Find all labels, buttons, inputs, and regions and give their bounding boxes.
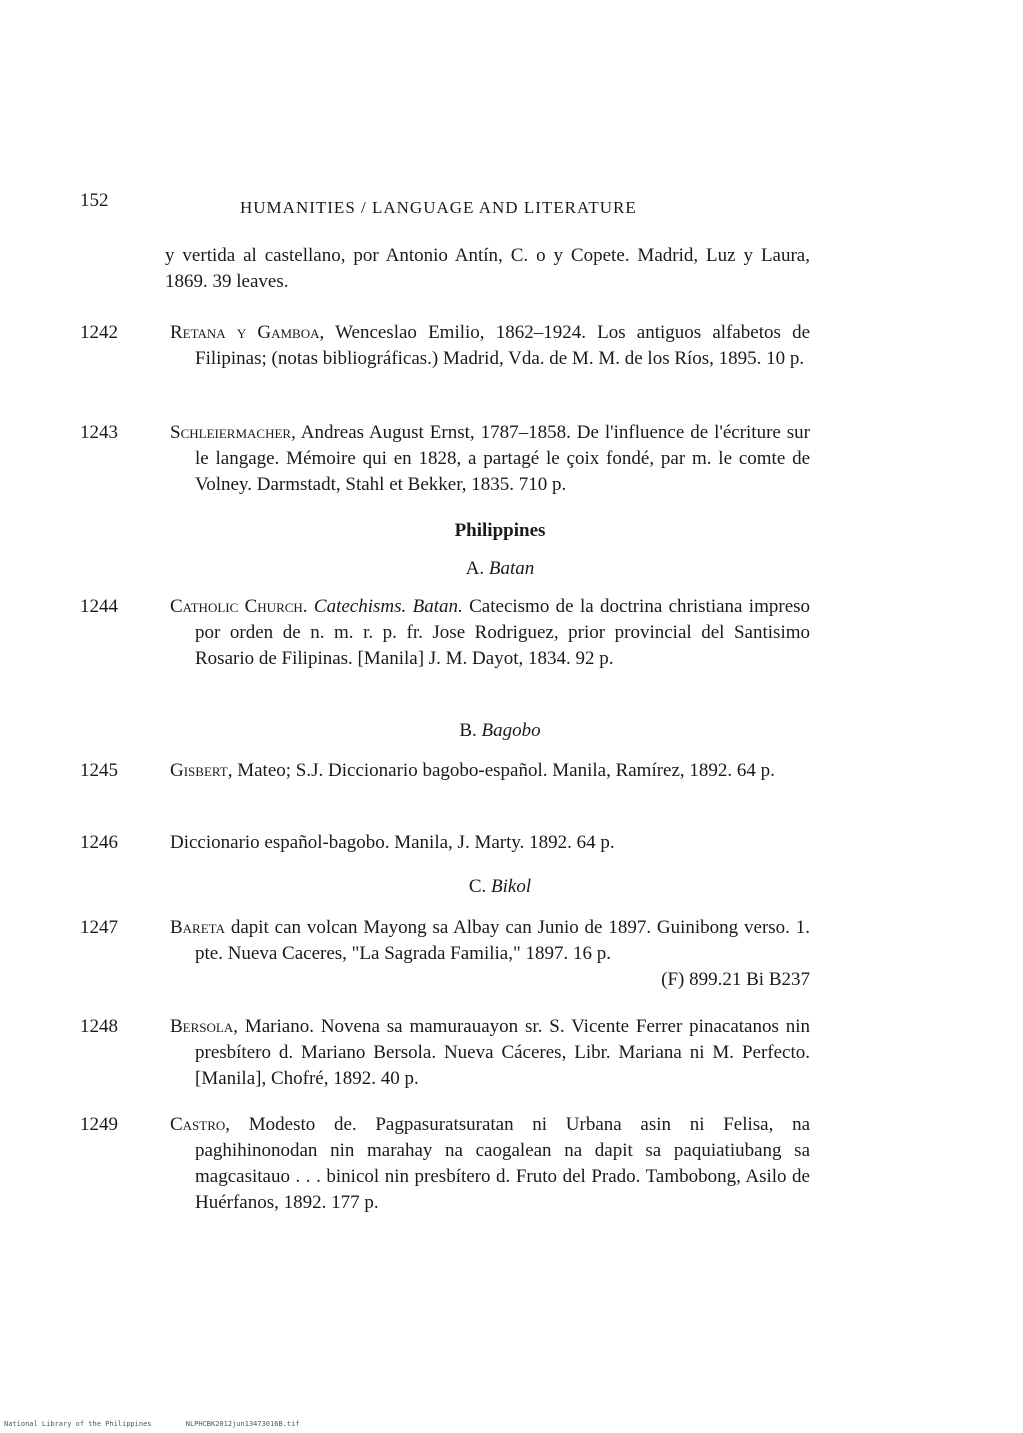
entry-number: 1243 bbox=[80, 422, 118, 443]
entry-uniform-title: Catechisms. Batan. bbox=[313, 596, 463, 617]
entry-number: 1244 bbox=[80, 596, 118, 617]
page-number: 152 bbox=[80, 190, 109, 211]
entry-number: 1249 bbox=[80, 1114, 118, 1135]
entry-text: Catecismo de la doctrina christiana impreso por orden de n. m. r. p. fr. Jose Rodriguez, prior provincial del Santisimo Rosario de Filipinas. [Manila] J. M. Dayot, 1834. 92 p. bbox=[195, 596, 811, 669]
entry-1249 bbox=[80, 1112, 810, 1216]
entry-author: Castro, bbox=[170, 1114, 231, 1135]
entry-1245 bbox=[80, 758, 810, 784]
entry-author: Retana y Gamboa, bbox=[170, 322, 325, 343]
call-number: (F) 899.21 Bi B237 bbox=[661, 969, 810, 990]
subsection-heading-a: A. Batan bbox=[465, 558, 535, 579]
subsection-heading-c: C. Bikol bbox=[468, 876, 532, 897]
footer-library: National Library of the Philippines bbox=[4, 1420, 152, 1428]
continuation-text: y vertida al castellano, por Antonio Antín, C. o y Copete. Madrid, Luz y Laura, 1869. 39 leaves. bbox=[165, 245, 810, 292]
running-title: HUMANITIES / LANGUAGE AND LITERATURE bbox=[240, 198, 637, 217]
entry-text: Mateo; S.J. Diccionario bagobo-español. Manila, Ramírez, 1892. 64 p. bbox=[237, 760, 775, 781]
entry-text: Modesto de. Pagpasuratsuratan ni Urbana asin ni Felisa, na paghihinonodan nin marahay na caogalean na dapit sa paquiatiubang sa magcasitauo . . . binicol nin presbítero d. Fruto del Prado. Tambobong, Asilo de Huérfanos, 1892. 177 p. bbox=[195, 1114, 811, 1213]
entry-number: 1245 bbox=[80, 760, 118, 781]
entry-text: Andreas August Ernst, 1787–1858. De l'influence de l'écriture sur le langage. Mémoire qui en 1828, a partagé le çoix fondé, par m. le comte de Volney. Darmstadt, Stahl et Bekker, 1835. 710 p. bbox=[195, 422, 811, 495]
entry-author: Schleiermacher, bbox=[170, 422, 296, 443]
entry-number: 1246 bbox=[80, 832, 118, 853]
entry-1248 bbox=[80, 1014, 810, 1092]
entry-1243 bbox=[80, 420, 810, 498]
entry-text: Mariano. Novena sa mamurauayon sr. S. Vicente Ferrer pinacatanos nin presbítero d. Mariano Bersola. Nueva Cáceres, Libr. Mariana ni M. Perfecto. [Manila], Chofré, 1892. 40 p. bbox=[195, 1016, 810, 1089]
entry-1242 bbox=[80, 320, 810, 372]
entry-1247 bbox=[80, 915, 810, 993]
entry-author: Catholic Church. bbox=[170, 596, 308, 617]
entry-number: 1247 bbox=[80, 917, 118, 938]
entry-1244 bbox=[80, 594, 810, 672]
running-head bbox=[80, 190, 800, 220]
entry-1246 bbox=[80, 830, 810, 856]
entry-author: Gisbert, bbox=[170, 760, 233, 781]
entry-text: dapit can volcan Mayong sa Albay can Junio de 1897. Guinibong verso. 1. pte. Nueva Caceres, "La Sagrada Familia," 1897. 16 p. bbox=[195, 917, 811, 964]
entry-text: Diccionario español-bagobo. Manila, J. Marty. 1892. 64 p. bbox=[170, 832, 615, 853]
entry-text: Wenceslao Emilio, 1862–1924. Los antiguos alfabetos de Filipinas; (notas bibliográficas.) Madrid, Vda. de M. M. de los Ríos, 1895. 10 p. bbox=[195, 322, 810, 369]
entry-author: Bareta bbox=[170, 917, 225, 938]
entry-number: 1242 bbox=[80, 322, 118, 343]
entry-author: Bersola, bbox=[170, 1016, 238, 1037]
scan-footer bbox=[4, 1420, 330, 1428]
entry-number: 1248 bbox=[80, 1016, 118, 1037]
footer-filename: NLPHCBK2012jun13473016B.tif bbox=[185, 1420, 300, 1428]
section-heading: Philippines bbox=[454, 520, 546, 541]
subsection-heading-b: B. Bagobo bbox=[459, 720, 541, 741]
